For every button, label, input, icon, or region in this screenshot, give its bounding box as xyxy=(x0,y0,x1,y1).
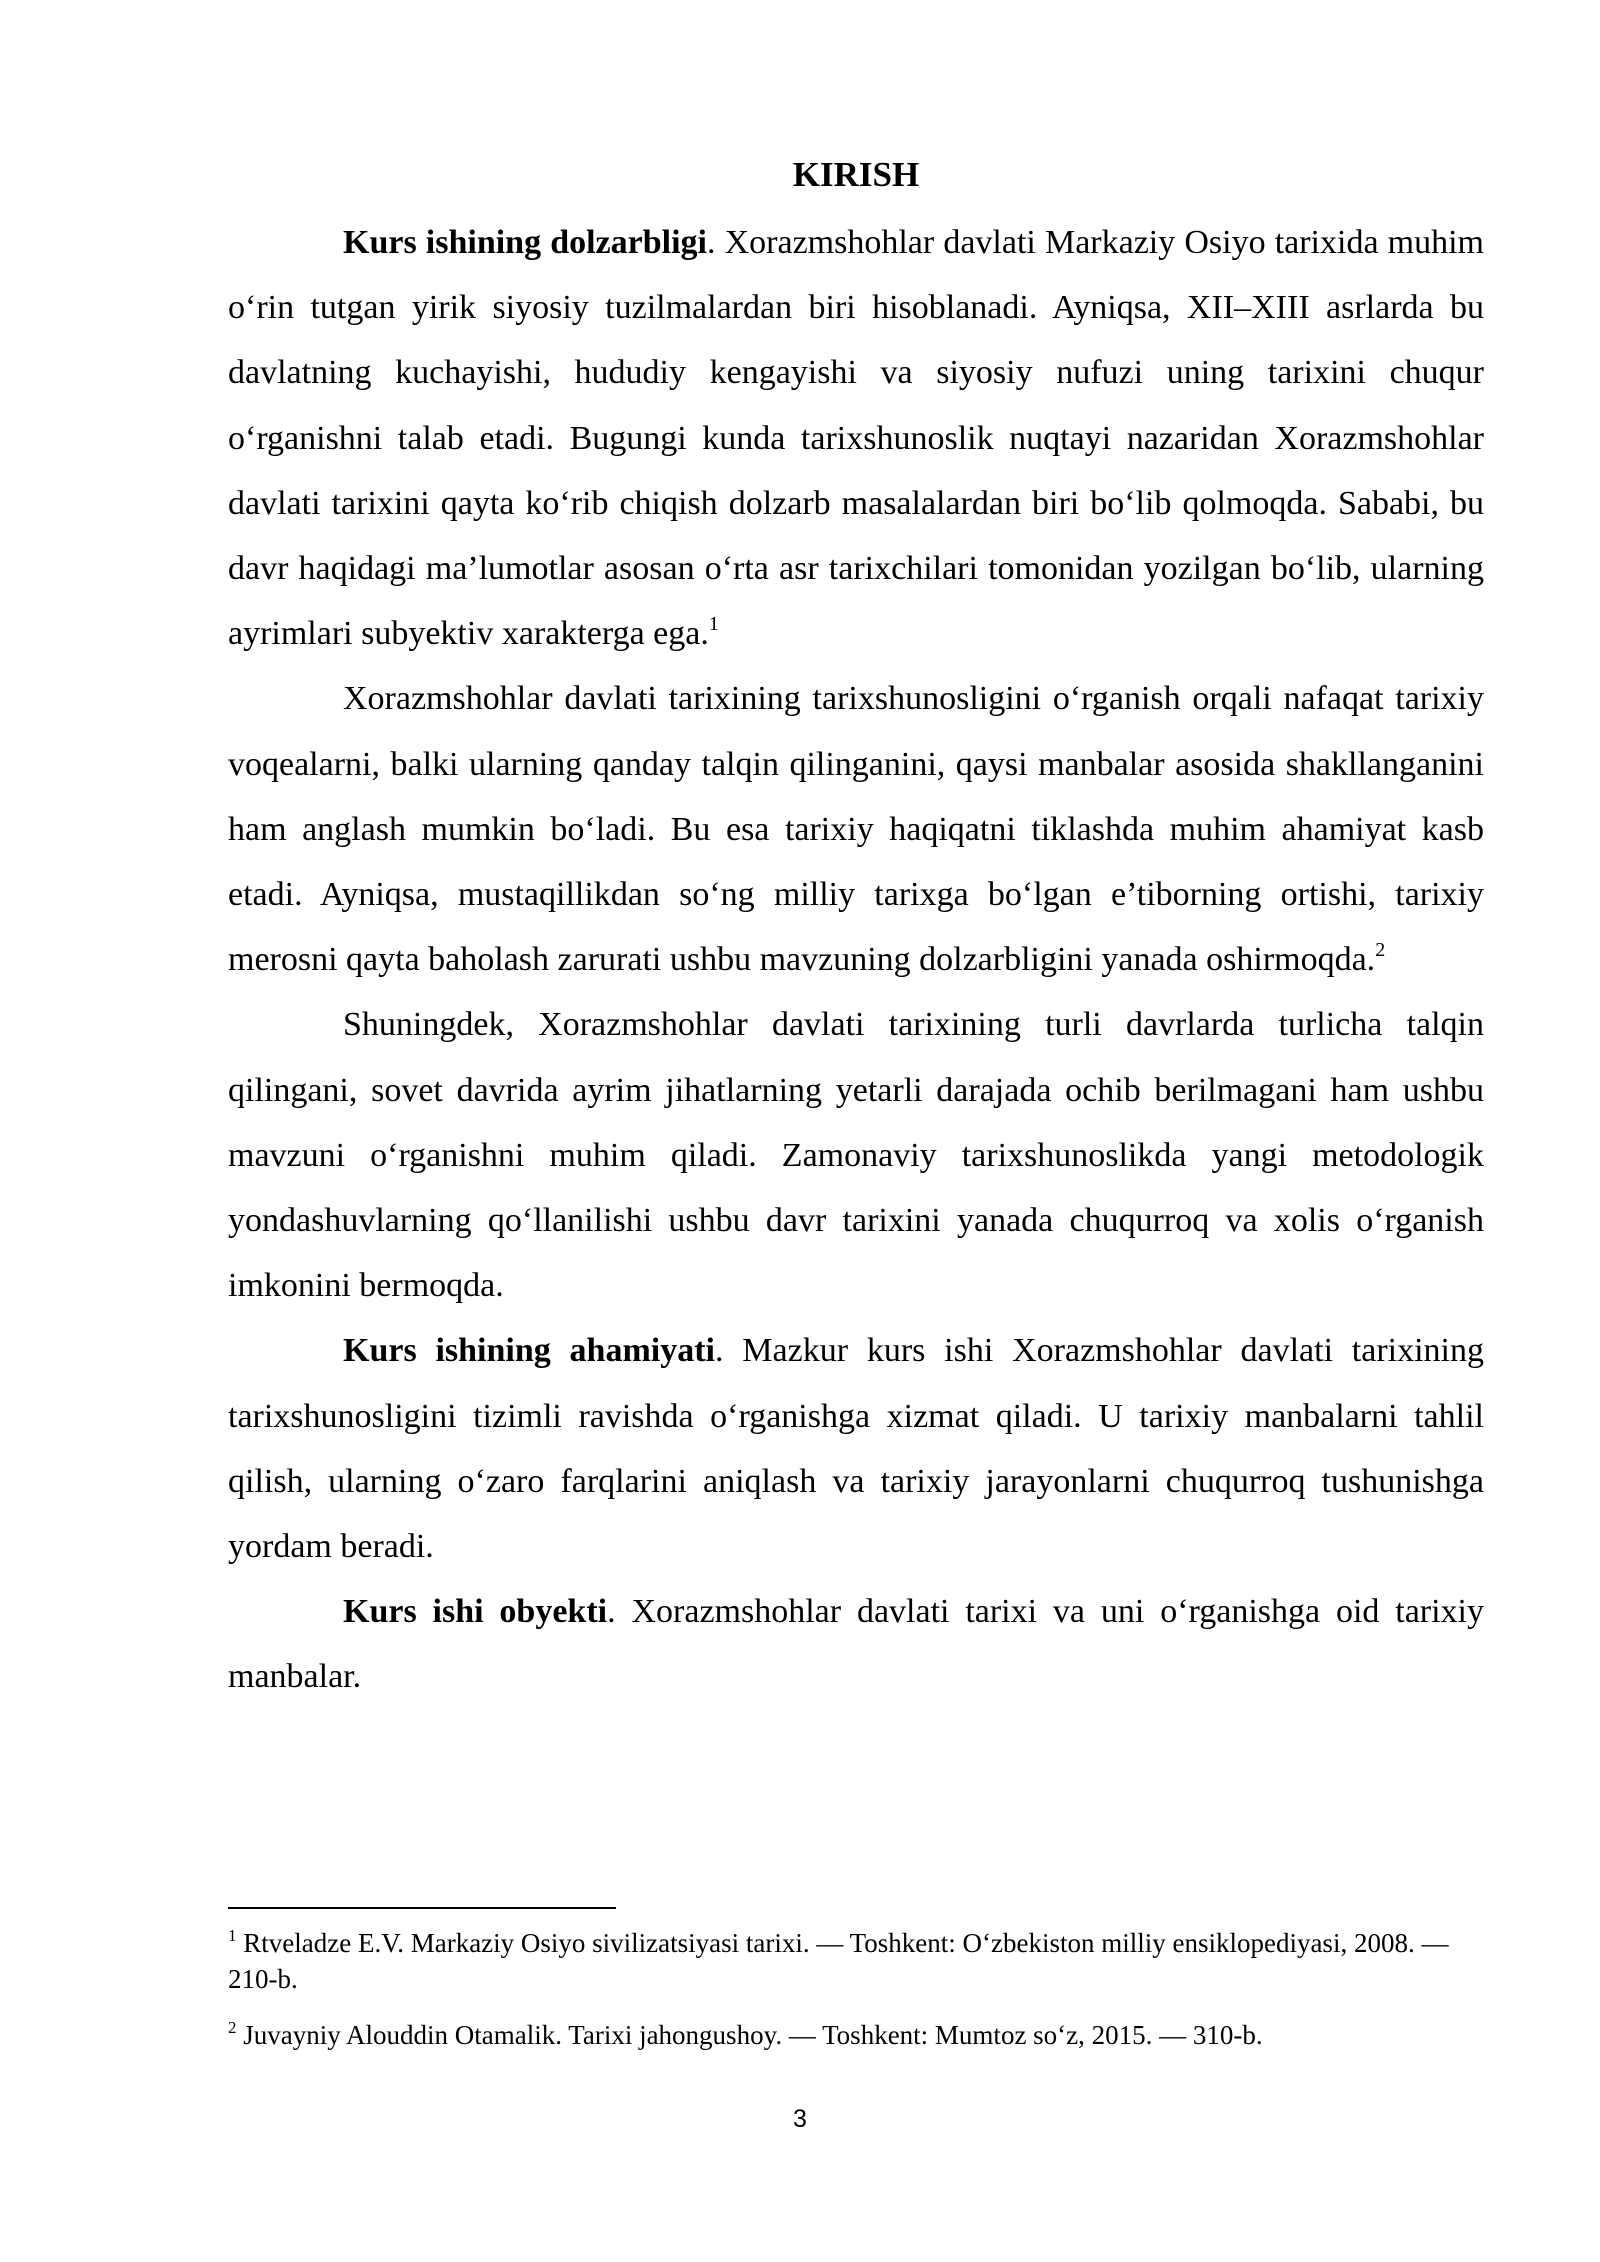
footnote-number: 2 xyxy=(228,2018,237,2037)
footnote-text: Rtveladze E.V. Markaziy Osiyo sivilizatsiyasi tarixi. — Toshkent: O‘zbekiston milliy ensiklopediyasi, 2008. — 210-b. xyxy=(228,1928,1449,1994)
paragraph-relevance xyxy=(228,210,1484,666)
footnote-text: Juvayniy Alouddin Otamalik. Tarixi jahongushoy. — Toshkent: Mumtoz so‘z, 2015. — 310-b. xyxy=(236,2020,1263,2050)
heading-container xyxy=(228,150,1484,200)
footnote-ref[interactable]: 1 xyxy=(708,613,719,636)
footnote-ref[interactable]: 2 xyxy=(1375,939,1386,962)
paragraph-text: Shuningdek, Xorazmshohlar davlati tarixining turli davrlarda turlicha talqin qilingani, sovet davrida ayrim jihatlarning yetarli darajada ochib berilmagani ham ushbu mavzuni o‘rganishni muhim qiladi. Zamonaviy tarixshunoslikda yangi metodologik yondashuvlarning qo‘llanilishi ushbu davr tarixini yanada chuqurroq va xolis o‘rganish imkonini bermoqda. xyxy=(228,1006,1484,1305)
footnote-1 xyxy=(228,1925,1484,1997)
paragraph-significance xyxy=(228,1318,1484,1579)
paragraph-historiography xyxy=(228,666,1484,992)
body-text xyxy=(228,210,1484,1710)
footnotes xyxy=(228,1925,1484,2073)
footnote-number: 1 xyxy=(228,1926,237,1945)
paragraph-text: . Xorazmshohlar davlati tarixi va uni o‘rganishga oid tarixiy manbalar. xyxy=(228,1593,1485,1696)
paragraph-title: Kurs ishining dolzarbligi xyxy=(343,224,707,261)
footnote-separator xyxy=(228,1907,616,1909)
page-number: 3 xyxy=(793,2105,807,2133)
page-heading: KIRISH xyxy=(792,155,920,194)
paragraph-interpretations xyxy=(228,992,1484,1318)
paragraph-title: Kurs ishi obyekti xyxy=(343,1593,608,1631)
paragraph-text: . Mazkur kurs ishi Xorazmshohlar davlati tarixining tarixshunosligini tizimli ravishda o‘rganishga xizmat qiladi. U tarixiy manbalarni tahlil qilish, ularning o‘zaro farqlarini aniqlash va tarixiy jarayonlarni chuqurroq tushunishga yordam beradi. xyxy=(228,1332,1484,1566)
paragraph-text: . Xorazmshohlar davlati Markaziy Osiyo tarixida muhim o‘rin tutgan yirik siyosiy tuzilmalardan biri hisoblanadi. Ayniqsa, XII–XIII asrlarda bu davlatning kuchayishi, hududiy kengayishi va siyosiy nufuzi uning tarixini chuqur o‘rganishni talab etadi. Bugungi kunda tarixshunoslik nuqtayi nazaridan Xorazmshohlar davlati tarixini qayta ko‘rib chiqish dolzarb masalalardan biri bo‘lib qolmoqda. Sababi, bu davr haqidagi ma’lumotlar asosan o‘rta asr tarixchilari tomonidan yozilgan bo‘lib, ularning ayrimlari subyektiv xarakterga ega. xyxy=(228,224,1484,653)
paragraph-object xyxy=(228,1579,1484,1709)
paragraph-text: Xorazmshohlar davlati tarixining tarixshunosligini o‘rganish orqali nafaqat tarixiy voqealarni, balki ularning qanday talqin qilinganini, qaysi manbalar asosida shakllanganini ham anglash mumkin bo‘ladi. Bu esa tarixiy haqiqatni tiklashda muhim ahamiyat kasb etadi. Ayniqsa, mustaqillikdan so‘ng milliy tarixga bo‘lgan e’tiborning ortishi, tarixiy merosni qayta baholash zarurati ushbu mavzuning dolzarbligini yanada oshirmoqda. xyxy=(228,680,1484,979)
paragraph-title: Kurs ishining ahamiyati xyxy=(343,1332,716,1370)
footnote-2 xyxy=(228,2017,1484,2053)
